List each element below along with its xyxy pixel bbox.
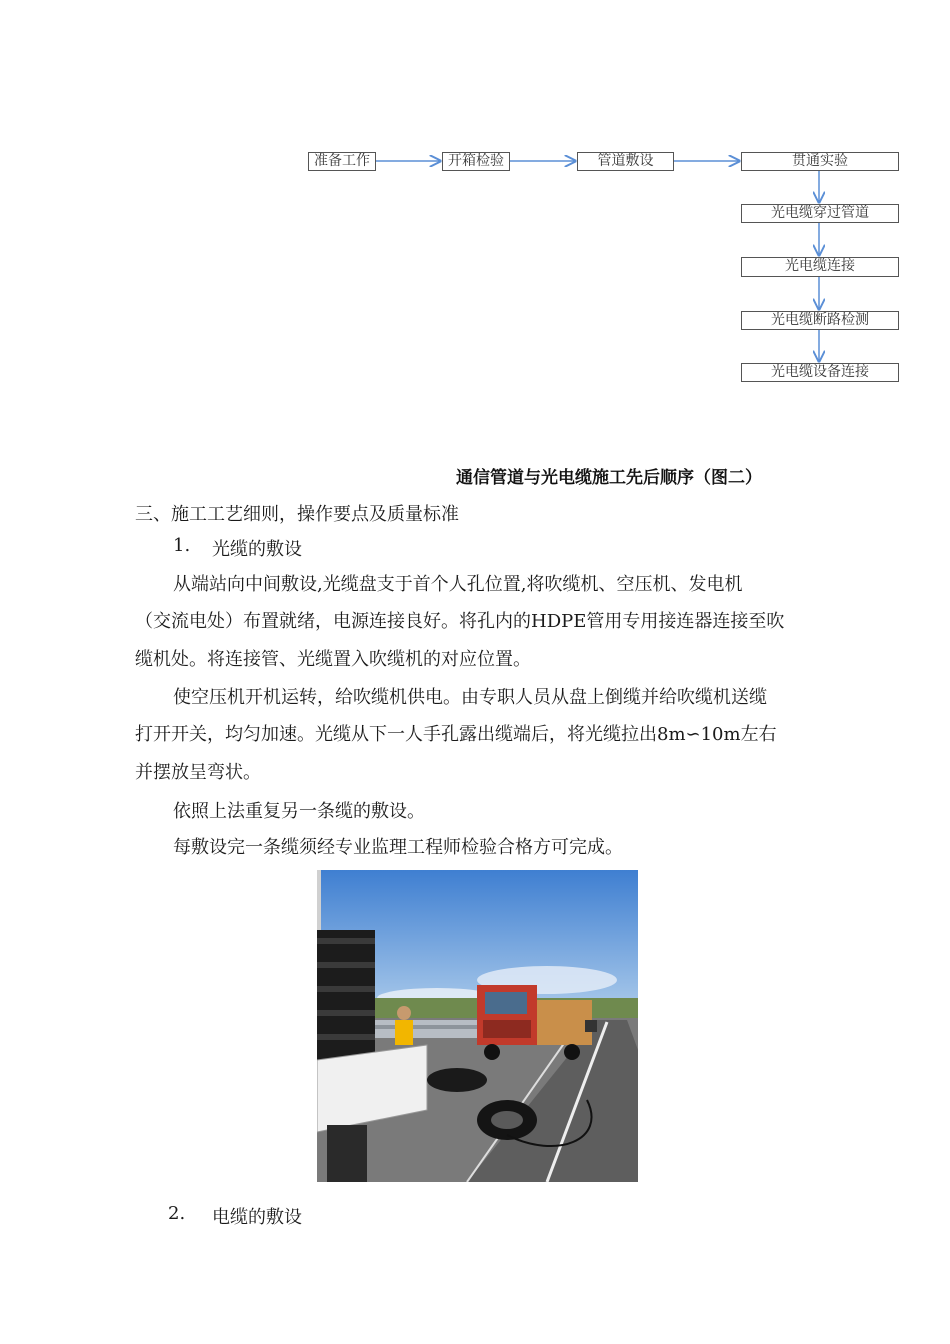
subsection-1-title: 光缆的敷设 [212,539,302,560]
para2-line2: 打开开关，均匀加速。光缆从下一人手孔露出缆端后，将光缆拉出8m∽10m左右 [135,724,777,745]
flow-step-prepare: 准备工作 [308,152,376,171]
subsection-2-number: 2. [168,1203,186,1224]
flow-step-cable-break-test: 光电缆断路检测 [741,311,899,330]
para1-line2: （交流电处）布置就绪，电源连接良好。将孔内的HDPE管用专用接连器连接至吹 [135,611,785,632]
figure-caption: 通信管道与光电缆施工先后顺序（图二） [456,468,762,488]
subsection-1-number: 1. [173,535,191,556]
construction-photo [317,870,638,1182]
flow-step-through-test: 贯通实验 [741,152,899,171]
para3: 依照上法重复另一条缆的敷设。 [173,801,425,822]
construction-photo-illustration [317,870,638,1182]
flow-step-cable-through-pipe: 光电缆穿过管道 [741,204,899,223]
para2-line1: 使空压机开机运转，给吹缆机供电。由专职人员从盘上倒缆并给吹缆机送缆 [173,687,767,708]
para1-line3: 缆机处。将连接管、光缆置入吹缆机的对应位置。 [135,649,531,670]
para2-line3: 并摆放呈弯状。 [135,762,261,783]
flow-step-cable-connect: 光电缆连接 [741,257,899,277]
flow-step-device-connect: 光电缆设备连接 [741,363,899,382]
para4: 每敷设完一条缆须经专业监理工程师检验合格方可完成。 [173,837,623,858]
flow-step-unbox-inspect: 开箱检验 [442,152,510,171]
flow-step-pipe-laying: 管道敷设 [577,152,674,171]
flowchart-connectors [0,0,950,400]
para1-line1: 从端站向中间敷设,光缆盘支于首个人孔位置,将吹缆机、空压机、发电机 [173,574,743,595]
subsection-2-title: 电缆的敷设 [212,1207,302,1228]
section-heading: 三、施工工艺细则，操作要点及质量标准 [135,504,459,525]
